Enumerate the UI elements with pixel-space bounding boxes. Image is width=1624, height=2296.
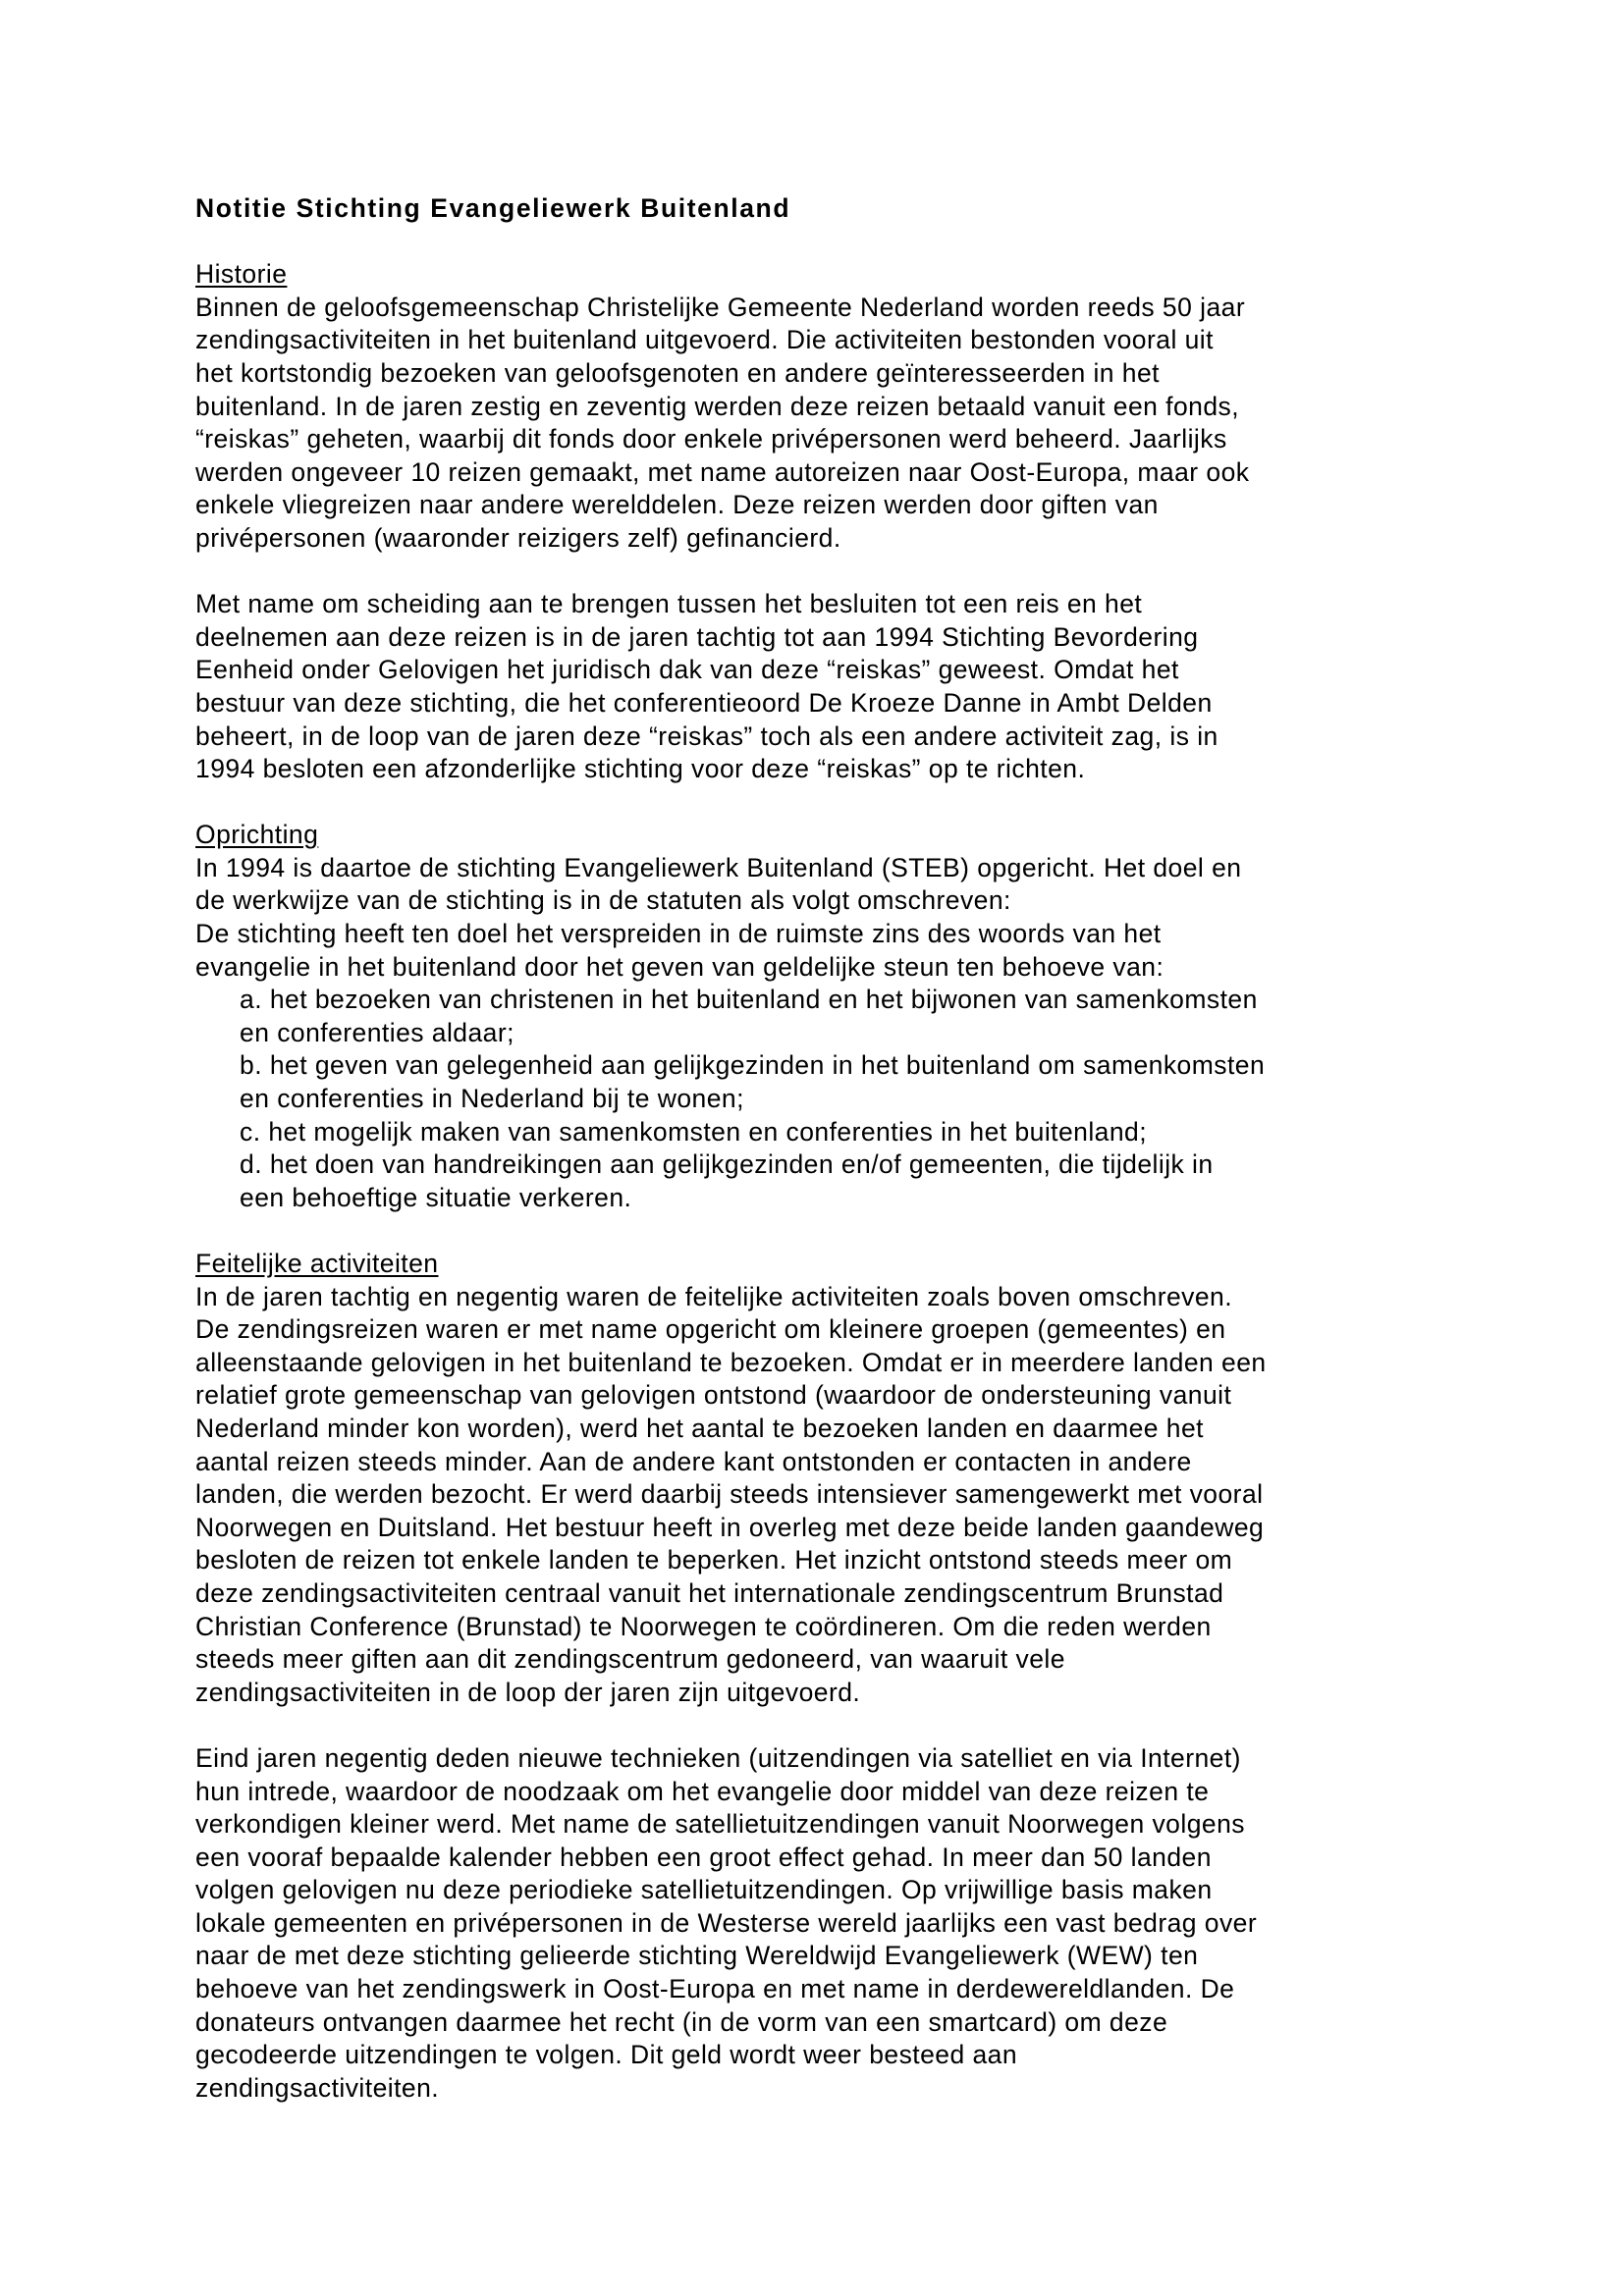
text-line: 1994 besloten een afzonderlijke stichting voor deze “reiskas” op te richten. — [195, 754, 1086, 784]
paragraph-gap — [195, 786, 1462, 820]
text-line: evangelie in het buitenland door het geven van geldelijke steun ten behoeve van: — [195, 951, 1164, 982]
paragraph-gap — [195, 1214, 1462, 1248]
text-line: landen, die werden bezocht. Er werd daarbij steeds intensiever samengewerkt met vooral — [195, 1479, 1264, 1510]
text-line: De stichting heeft ten doel het verspreiden in de ruimste zins des woords van het — [195, 919, 1162, 949]
feitelijke-paragraph-1 — [195, 1281, 1462, 1710]
text-line: de werkwijze van de stichting is in de statuten als volgt omschreven: — [195, 885, 1011, 916]
oprichting-goals-list — [195, 984, 1462, 1214]
text-line: behoeve van het zendingswerk in Oost-Europa en met name in derdewereldlanden. De — [195, 1974, 1235, 2004]
text-line: hun intrede, waardoor de noodzaak om het evangelie door middel van deze reizen te — [195, 1776, 1210, 1806]
text-line: privépersonen (waaronder reizigers zelf) gefinancierd. — [195, 522, 841, 553]
text-line: relatief grote gemeenschap van gelovigen ontstond (waardoor de ondersteuning vanuit — [195, 1380, 1232, 1411]
document-page — [195, 192, 1462, 2105]
text-line: gecodeerde uitzendingen te volgen. Dit geld wordt weer besteed aan — [195, 2040, 1018, 2070]
section-heading-feitelijke-activiteiten: Feitelijke activiteiten — [195, 1249, 439, 1278]
historie-paragraph-1 — [195, 292, 1462, 556]
text-line: besloten de reizen tot enkele landen te beperken. Het inzicht ontstond steeds meer om — [195, 1545, 1233, 1575]
list-item-line: een behoeftige situatie verkeren. — [240, 1182, 632, 1212]
list-item-line: b. het geven van gelegenheid aan gelijkgezinden in het buitenland om samenkomsten — [240, 1050, 1266, 1081]
section-heading-oprichting: Oprichting — [195, 820, 319, 850]
text-line: beheert, in de loop van de jaren deze “reiskas” toch als een andere activiteit zag, is in — [195, 721, 1218, 751]
text-line: een vooraf bepaalde kalender hebben een groot effect gehad. In meer dan 50 landen — [195, 1842, 1212, 1872]
text-line: deelnemen aan deze reizen is in de jaren tachtig tot aan 1994 Stichting Bevordering — [195, 621, 1199, 652]
text-line: verkondigen kleiner werd. Met name de satellietuitzendingen vanuit Noorwegen volgens — [195, 1809, 1245, 1840]
text-line: enkele vliegreizen naar andere werelddelen. Deze reizen werden door giften van — [195, 490, 1159, 520]
section-heading-historie: Historie — [195, 259, 288, 290]
feitelijke-paragraph-2 — [195, 1742, 1462, 2106]
text-line: deze zendingsactiviteiten centraal vanuit het internationale zendingscentrum Brunstad — [195, 1577, 1224, 1608]
text-line: Eind jaren negentig deden nieuwe technieken (uitzendingen via satelliet en via Internet) — [195, 1742, 1241, 1773]
list-item-line: c. het mogelijk maken van samenkomsten en conferenties in het buitenland; — [240, 1116, 1148, 1147]
text-line: alleenstaande gelovigen in het buitenland te bezoeken. Omdat er in meerdere landen een — [195, 1347, 1267, 1377]
text-line: bestuur van deze stichting, die het conferentieoord De Kroeze Danne in Ambt Delden — [195, 687, 1213, 718]
text-line: Binnen de geloofsgemeenschap Christelijke Gemeente Nederland worden reeds 50 jaar — [195, 292, 1246, 322]
text-line: Noorwegen en Duitsland. Het bestuur heeft in overleg met deze beide landen gaandeweg — [195, 1512, 1265, 1542]
text-line: steeds meer giften aan dit zendingscentrum gedoneerd, van waaruit vele — [195, 1644, 1065, 1675]
text-line: Eenheid onder Gelovigen het juridisch dak van deze “reiskas” geweest. Omdat het — [195, 655, 1179, 685]
text-line: Nederland minder kon worden), werd het aantal te bezoeken landen en daarmee het — [195, 1413, 1204, 1443]
document-title: Notitie Stichting Evangeliewerk Buitenland — [195, 193, 791, 223]
text-line: In 1994 is daartoe de stichting Evangeliewerk Buitenland (STEB) opgericht. Het doel en — [195, 852, 1242, 882]
text-line: buitenland. In de jaren zestig en zeventig werden deze reizen betaald vanuit een fonds, — [195, 391, 1240, 421]
text-line: naar de met deze stichting gelieerde stichting Wereldwijd Evangeliewerk (WEW) ten — [195, 1941, 1199, 1971]
oprichting-intro — [195, 852, 1462, 984]
text-line: lokale gemeenten en privépersonen in de Westerse wereld jaarlijks een vast bedrag over — [195, 1907, 1258, 1938]
text-line: volgen gelovigen nu deze periodieke satellietuitzendingen. Op vrijwillige basis maken — [195, 1875, 1213, 1905]
text-line: Met name om scheiding aan te brengen tussen het besluiten tot een reis en het — [195, 589, 1143, 619]
text-line: In de jaren tachtig en negentig waren de feitelijke activiteiten zoals boven omschreven. — [195, 1281, 1233, 1311]
text-line: “reiskas” geheten, waarbij dit fonds door enkele privépersonen werd beheerd. Jaarlijks — [195, 424, 1227, 454]
text-line: Christian Conference (Brunstad) te Noorwegen te coördineren. Om die reden werden — [195, 1611, 1212, 1641]
text-line: zendingsactiviteiten in de loop der jaren zijn uitgevoerd. — [195, 1677, 861, 1707]
text-line: het kortstondig bezoeken van geloofsgenoten en andere geïnteresseerden in het — [195, 357, 1160, 388]
paragraph-gap — [195, 556, 1462, 589]
text-line: zendingsactiviteiten in het buitenland uitgevoerd. Die activiteiten bestonden vooral uit — [195, 325, 1214, 355]
text-line: werden ongeveer 10 reizen gemaakt, met name autoreizen naar Oost-Europa, maar ook — [195, 456, 1250, 487]
list-item-line: a. het bezoeken van christenen in het buitenland en het bijwonen van samenkomsten — [240, 985, 1258, 1015]
list-item-line: d. het doen van handreikingen aan gelijkgezinden en/of gemeenten, die tijdelijk in — [240, 1149, 1214, 1180]
text-line: donateurs ontvangen daarmee het recht (in de vorm van een smartcard) om deze — [195, 2006, 1168, 2037]
text-line: zendingsactiviteiten. — [195, 2072, 440, 2103]
text-line: aantal reizen steeds minder. Aan de andere kant ontstonden er contacten in andere — [195, 1446, 1192, 1476]
paragraph-gap — [195, 1709, 1462, 1742]
text-line: De zendingsreizen waren er met name opgericht om kleinere groepen (gemeentes) en — [195, 1314, 1226, 1345]
list-item-line: en conferenties aldaar; — [240, 1017, 514, 1047]
list-item-line: en conferenties in Nederland bij te wonen; — [240, 1084, 744, 1114]
historie-paragraph-2 — [195, 588, 1462, 786]
